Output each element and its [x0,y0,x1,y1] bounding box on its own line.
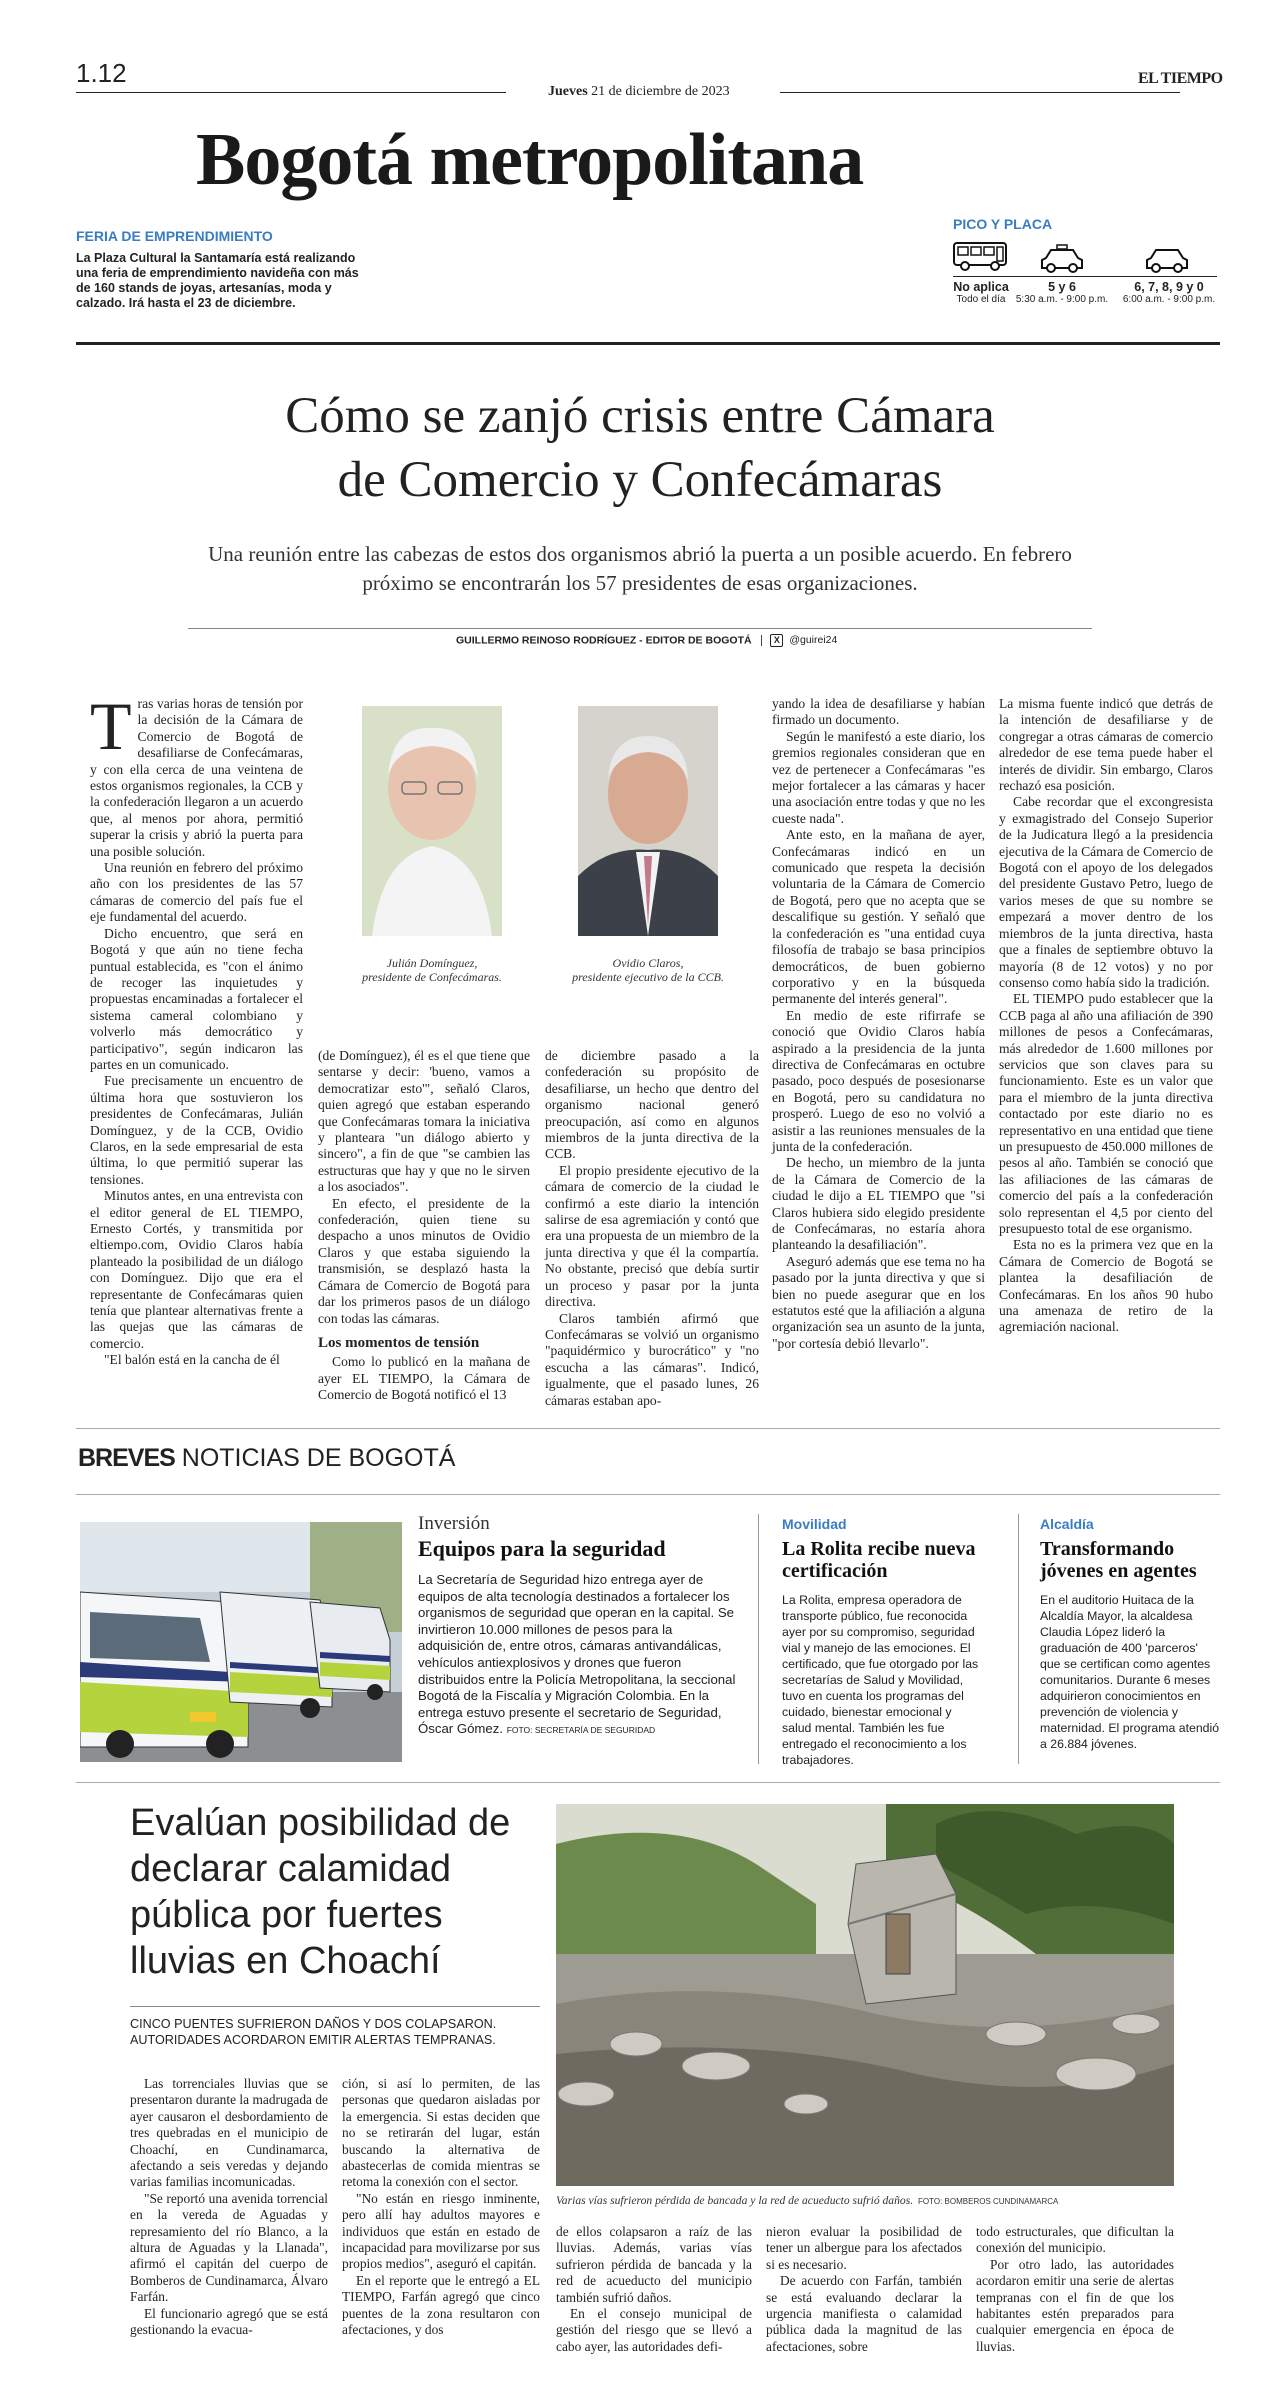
paragraph: Aseguró además que ese tema no ha pasado por la junta directiva y que si bien no puede asegurar que en los estatutos esté que la afiliación a alguna organización sea un asunto de la junta, "por cortesía debió llevarlo". [772,1253,985,1351]
breve2-title: La Rolita recibe nueva certificación [782,1538,976,1582]
car-icon [1145,246,1189,274]
paragraph: nieron evaluar la posibilidad de tener un albergue para los afectados si es necesario. [766,2224,962,2272]
feria-text: La Plaza Cultural la Santamaría está realizando una feria de emprendimiento navideña con más de 160 stands de joyas, artesanías, moda y calzado. Irá hasta el 23 de diciembre. [76,251,359,310]
paragraph: La misma fuente indicó que detrás de la intención de desafiliarse y de congregar a otras cámaras de comercio alrededor de ese tema puede haber el interés de dividir. Sin embargo, Claros rechazó esa posición. [999,696,1213,794]
paragraph: (de Domínguez), él es el que tiene que sentarse y decir: 'bueno, vamos a democratizar esto'", señaló Claros, quien agregó que estaban esperando que Confecámaras tomara la iniciativa y planteara "un diálogo abierto y sincero", a fin de que "se cambien las estructuras que hay y que no le sirven a los asociados". [318,1048,530,1195]
choachi-top-rule [76,1782,1220,1783]
pico-item-label: 5 y 6 [1048,280,1076,294]
main-deck: Una reunión entre las cabezas de estos dos organismos abrió la puerta a un posible acuerdo. En febrero próximo se encontrarán los 57 presidentes de esas organizaciones. [208,542,1072,595]
paragraph: todo estructurales, que dificultan la conexión del municipio. [976,2224,1174,2256]
choachi-caption-credit: FOTO: BOMBEROS CUNDINAMARCA [918,2197,1059,2206]
breves-label [78,1444,455,1473]
paragraph: de ellos colapsaron a raíz de las lluvias. Además, varias vías sufrieron pérdida de bancada y la red de acueducto del municipio también sufrió daños. [556,2224,752,2305]
breve1-text [418,1572,736,1739]
bus-icon [952,240,1008,272]
photo2-caption [562,956,734,984]
main-headline [0,384,1280,512]
pico-placa-rule [953,276,1217,277]
choachi-col4 [766,2224,962,2355]
breve1-credit: FOTO: SECRETARÍA DE SEGURIDAD [506,1725,656,1736]
choachi-summary: CINCO PUENTES SUFRIERON DAÑOS Y DOS COLAPSARON. AUTORIDADES ACORDARON EMITIR ALERTAS TEMPRANAS. [130,2017,497,2047]
header-bottom-rule [76,342,1220,345]
choachi-headline: Evalúan posibilidad de declarar calamidad pública por fuertes lluvias en Choachí [130,1802,511,1982]
header-date: 21 de diciembre de 2023 [591,84,730,99]
photo-choachi-damage [556,1804,1174,2186]
main-headline-line1: Cómo se zanjó crisis entre Cámara [285,388,995,444]
brand-logo: EL TIEMPO [1138,70,1223,87]
breve3-title: Transformando jóvenes en agentes [1040,1538,1197,1582]
byline-rule [188,628,1092,629]
breve1-body: La Secretaría de Seguridad hizo entrega ayer de equipos de alta tecnología destinados a fortalecer los organismos de seguridad que operan en la capital. Se invirtieron 10.000 millones de pesos para la adquisición de, entre otros, cámaras antivandálicas, vehículos antiexplosivos y drones que fueron distribuidos entre la Policía Metropolitana, la seccional Bogotá de la Fiscalía y Migración Colombia. En la entrega estuvo presente el secretario de Seguridad, Óscar Gómez. [418,1572,736,1737]
breve3-kicker: Alcaldía [1040,1516,1094,1532]
breves-bottom-rule [76,1494,1220,1495]
choachi-col1 [130,2076,328,2339]
paragraph: De acuerdo con Farfán, también se está evaluando declarar la urgencia manifiesta o calamidad pública dada la magnitud de las afectaciones, sobre [766,2273,962,2354]
pico-item-car [1116,280,1222,305]
paragraph: ción, si así lo permiten, de las personas que quedaron aisladas por la emergencia. Si estas deciden que no se retirarán del lugar, están buscando la alternativa de abastecerlas de comida mientras se retoma la conexión con el sector. [342,2076,540,2190]
pico-item-bus [944,280,1018,305]
paragraph: Claros también afirmó que Confecámaras se volvió un organismo "paquidérmico y burocrático" y "no escucha a las cámaras". Indicó, igualmente, que el pasado lunes, 26 cámaras estaban apo- [545,1310,759,1408]
choachi-photo-caption [556,2194,1176,2207]
breve1-title: Equipos para la seguridad [418,1536,666,1561]
section-title: Bogotá metropolitana [196,119,864,201]
paragraph: Como lo publicó en la mañana de ayer EL TIEMPO, la Cámara de Comercio de Bogotá notificó el 13 [318,1354,530,1403]
breve1-kicker: Inversión [418,1513,490,1534]
paragraph: EL TIEMPO pudo establecer que la CCB paga al año una afiliación de 390 millones de pesos a Confecámaras, más alrededor de 1.600 millones por servicios que son claves para su funcionamiento. Este es un valor que para el miembro de la junta directiva contactado por este diario no es representativo en una entidad que tiene un presupuesto de 450.000 millones de pesos al año. También se conoció que las afiliaciones de las cámaras de comercio del país a la confederación solo representan el 4,5 por ciento del presupuesto total de ese organismo. [999,991,1213,1236]
paragraph: "Se reportó una avenida torrencial en la vereda de Aguadas y represamiento del río Blanco, a la altura de Aguadas y la Llanada", afirmó el capitán del cuerpo de Bomberos de Cundinamarca, Álvaro Farfán. [130,2190,328,2305]
paragraph: Minutos antes, en una entrevista con el editor general de EL TIEMPO, Ernesto Cortés, y transmitida por eltiempo.com, Ovidio Claros había planteado la posibilidad de un diálogo con Domínguez. Dijo que era el representante de Confecámaras quien tenía que plantear alternativas frente a las quejas que las cámaras de comercio. [90,1188,303,1351]
feria-kicker: FERIA DE EMPRENDIMIENTO [76,228,273,244]
main-col4 [772,696,985,1352]
pico-item-taxi [1010,280,1114,305]
main-col3 [545,1048,759,1409]
page-number: 1.12 [76,58,127,88]
paragraph: "No están en riesgo inminente, pero allí hay adultos mayores e individuos que están en estado de incapacidad para movilizarse por sus propios medios", aseguró el capitán. [342,2190,540,2272]
breve2-text: La Rolita, empresa operadora de transporte público, fue reconocida ayer por su compromiso, seguridad vial y manejo de las emociones. El certificado, que fue otorgado por las secretarías de Salud y Movilidad, tuvo en cuenta los programas del cuidado, bienestar emocional y salud mental. También les fue entregado el reconocimiento a los trabajadores. [782,1593,979,1767]
photo2-caption-name: Ovidio Claros, [612,956,684,970]
paragraph: Por otro lado, las autoridades acordaron emitir una serie de alertas tempranas con el fin de que los habitantes estén preparados para cualquier emergencia en época de lluvias. [976,2256,1174,2354]
header-weekday: Jueves [548,84,588,99]
header-rule-right [780,92,1180,93]
breves-divider-1 [758,1514,759,1764]
paragraph: En efecto, el presidente de la confederación, quien tiene su despacho a unos minutos de Ovidio Claros y que estaba siguiendo la transmisión, se desplazó hasta la Cámara de Comercio de Bogotá para dar los primeros pasos de un diálogo con todas las cámaras. [318,1195,530,1326]
taxi-icon [1040,244,1084,274]
x-icon: X [770,634,783,647]
byline-author: GUILLERMO REINOSO RODRÍGUEZ - EDITOR DE BOGOTÁ [456,634,752,647]
main-col5 [999,696,1213,1336]
main-headline-line2: de Comercio y Confecámaras [337,452,943,508]
paragraph: Esta no es la primera vez que en la Cámara de Comercio de Bogotá se plantea la desafiliación de Confecámaras. En los años 90 hubo una amenaza de retiro de la agremiación nacional. [999,1237,1213,1335]
paragraph: El funcionario agregó que se está gestionando la evacua- [130,2305,328,2338]
paragraph: yando la idea de desafiliarse y habían firmado un documento. [772,696,985,728]
header-rule-left [76,92,506,93]
subhead: Los momentos de tensión [318,1334,480,1351]
byline [456,634,837,647]
byline-handle: @guirei24 [789,634,838,647]
paragraph: Dicho encuentro, que será en Bogotá y que aún no tiene fecha puntual establecida, es "con el ánimo de recoger las inquietudes y propuestas encaminadas a fortalecer el sistema cameral colombiano y volverlo más democrático y participativo", según indicaron las partes en un comunicado. [90,925,303,1072]
pico-item-detail: 5:30 a.m. - 9:00 p.m. [1015,294,1109,305]
paragraph: ras varias horas de tensión por la decisión de la Cámara de Comercio de Bogotá de desafiliarse de Confecámaras, y con ella cerca de una veintena de estos organismos regionales, la CCB y la confederación llegaron a un acuerdo que, al menos por ahora, permitió superar la crisis y abrió la puerta para una posible solución. [90,696,303,859]
paragraph: En medio de este rifirrafe se conoció que Ovidio Claros había aspirado a la presidencia de la junta directiva de Confecámaras en octubre pasado, poco después de posesionarse en Bogotá, pero su candidatura no prosperó. Luego de eso no volvió a asistir a las reuniones mensuales de la junta de la confederación. [772,1007,985,1154]
breves-divider-2 [1018,1514,1019,1764]
photo1-caption [362,956,502,984]
paragraph: Fue precisamente un encuentro de última hora que sostuvieron los presidentes de Confecámaras, Julián Domínguez, y de la CCB, Ovidio Claros, en la sede empresarial de esta última, lo que permitió superar las tensiones. [90,1073,303,1187]
choachi-summary-rule [130,2006,540,2007]
drop-cap: T [90,688,132,764]
photo-security-vehicles [80,1522,402,1762]
pico-placa-title: PICO Y PLACA [953,216,1053,232]
paragraph: "El balón está en la cancha de él [104,1352,280,1368]
choachi-col5 [976,2224,1174,2355]
paragraph: de diciembre pasado a la confederación su propósito de desafiliarse, un hecho que dentro del organismo nacional generó preocupación, así como en algunos miembros de la junta directiva de la CCB. [545,1048,759,1162]
paragraph: Según le manifestó a este diario, los gremios regionales consideran que en vez de pertenecer a Confecámaras "es mejor fortalecer a las cámaras y hacer una asociación entre todas y que no les cueste nada". [772,728,985,826]
breve3-text: En el auditorio Huitaca de la Alcaldía Mayor, la alcaldesa Claudia López lideró la graduación de 400 'parceros' que se certifican como agentes comunitarios. Durante 6 meses adquirieron conocimientos en prevención de violencia y maternidad. El programa atendió a 26.884 jóvenes. [1040,1593,1220,1751]
photo-julian-dominguez [362,706,502,936]
paragraph: Cabe recordar que el excongresista y exmagistrado del Consejo Superior de la Judicatura llegó a la presidencia ejecutiva de la Cámara de Comercio de Bogotá con el apoyo de los delegados del presidente Gustavo Petro, luego de varios meses de que su nombre se empezará a mover dentro de los miembros de la junta directiva, hasta que a finales de septiembre obtuvo la mayoría (8 de 12 votos) y no por consenso como había sido la tradición. [999,794,1213,990]
photo1-caption-name: Julián Domínguez, [386,956,478,970]
paragraph: Las torrenciales lluvias que se presentaron durante la madrugada de ayer causaron el desbordamiento de tres quebradas en el municipio de Choachí, en Cundinamarca, afectando a seis veredas y dejando varias familias incomunicadas. [130,2076,328,2190]
pico-item-label: 6, 7, 8, 9 y 0 [1134,280,1204,294]
pico-item-detail: 6:00 a.m. - 9:00 p.m. [1122,294,1216,305]
photo2-caption-role: presidente ejecutivo de la CCB. [572,970,724,984]
paragraph: En el reporte que le entregó a EL TIEMPO, Farfán agregó que cinco puentes de la zona resultaron con afectaciones, y dos [342,2272,540,2338]
paragraph: El propio presidente ejecutivo de la cámara de comercio de la ciudad le confirmó a este diario la intención salirse de esa agremiación y contó que era una propuesta de un miembro de la junta directiva y que él la compartía. No obstante, precisó que debía surtir un proceso y pasar por la junta directiva. [545,1162,759,1310]
pico-item-detail: Todo el día [956,294,1006,305]
choachi-col2 [342,2076,540,2339]
paragraph: De hecho, un miembro de la junta de la Cámara de Comercio de la ciudad le dijo a EL TIEMPO que "si Claros hubiera sido elegido presidente de Confecámaras, no estaría ahora planteando la desafiliación". [772,1155,985,1253]
breves-top-rule [76,1428,1220,1429]
paragraph: Ante esto, en la mañana de ayer, Confecámaras indicó en un comunicado que respeta la decisión voluntaria de la Cámara de Comercio de Bogotá, pero que no acepta que se descalifique su gestión. Y señaló que la confederación es "una entidad cuya filosofía de trabajo se basa principios democráticos, de buen gobierno corporativo y en la búsqueda permanente del interés general". [772,827,985,1007]
choachi-caption-text: Varias vías sufrieron pérdida de bancada y la red de acueducto sufrió daños. [556,2194,914,2207]
breves-label-bold: BREVES [78,1444,175,1472]
photo1-caption-role: presidente de Confecámaras. [362,970,502,984]
paragraph: En el consejo municipal de gestión del riesgo que se llevó a cabo ayer, las autoridades defi- [556,2306,752,2354]
main-col1 [90,688,303,1369]
breve2-kicker: Movilidad [782,1516,847,1532]
pico-item-label: No aplica [953,280,1009,294]
main-col2 [318,1048,530,1404]
breves-label-light: NOTICIAS DE BOGOTÁ [181,1444,456,1472]
header-dateline [548,84,730,100]
photo-ovidio-claros [578,706,718,936]
paragraph: Una reunión en febrero del próximo año con los presidentes de las 57 cámaras de comercio del país fue el eje fundamental del acuerdo. [90,860,303,925]
choachi-col3 [556,2224,752,2355]
